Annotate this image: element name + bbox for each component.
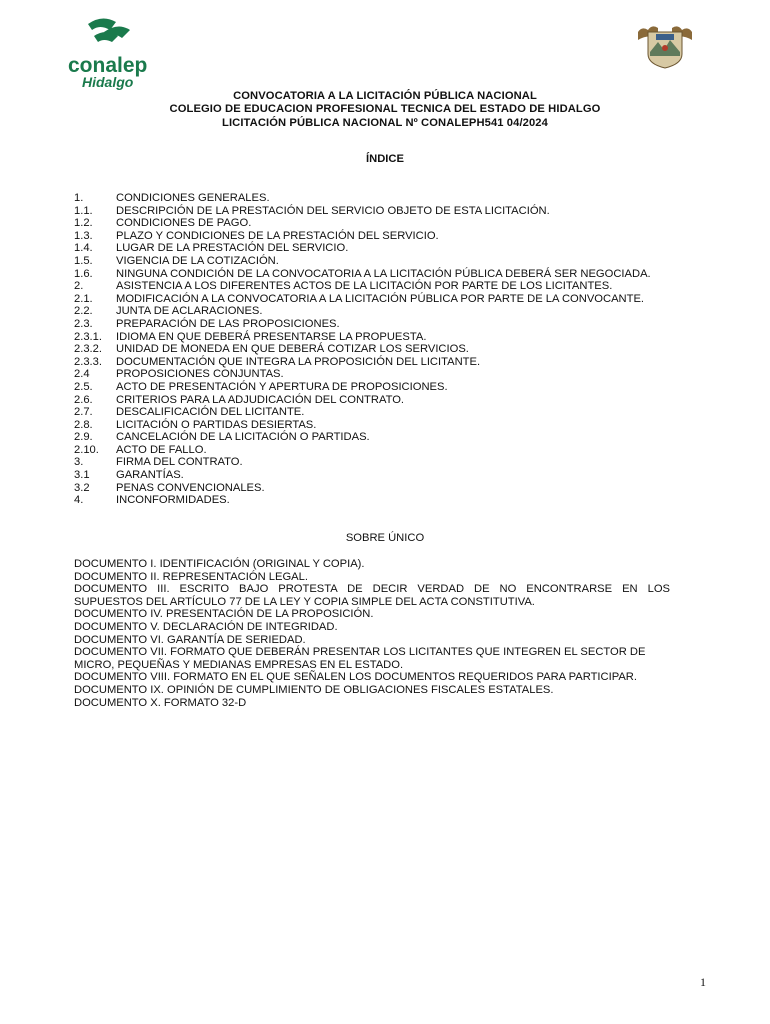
toc-item	[74, 368, 651, 381]
toc-number: 1.4.	[74, 242, 93, 255]
document-item: DOCUMENTO VI. GARANTÍA DE SERIEDAD.	[74, 633, 306, 646]
toc-number: 1.2.	[74, 217, 93, 230]
toc-number: 2.9.	[74, 431, 93, 444]
toc-number: 2.2.	[74, 305, 93, 318]
header-line-2: COLEGIO DE EDUCACION PROFESIONAL TECNICA DEL ESTADO DE HIDALGO	[169, 103, 601, 116]
document-item: DOCUMENTO IV. PRESENTACIÓN DE LA PROPOSICIÓN.	[74, 608, 374, 621]
toc-item	[74, 280, 651, 293]
toc-item	[74, 494, 651, 507]
document-item: DOCUMENTO II. REPRESENTACIÓN LEGAL.	[74, 570, 308, 583]
document-item: DOCUMENTO I. IDENTIFICACIÓN (ORIGINAL Y COPIA).	[74, 558, 365, 570]
toc-item	[74, 305, 651, 318]
toc-item	[74, 456, 651, 469]
toc-text: IDIOMA EN QUE DEBERÁ PRESENTARSE LA PROPUESTA.	[116, 330, 427, 343]
toc-text: ASISTENCIA A LOS DIFERENTES ACTOS DE LA LICITACIÓN POR PARTE DE LOS LICITANTES.	[116, 280, 613, 293]
conalep-hidalgo-logo	[66, 10, 166, 90]
toc-item	[74, 230, 651, 243]
toc-number: 2.3.	[74, 317, 93, 330]
toc-number: 1.	[74, 192, 84, 204]
toc-text: DESCRIPCIÓN DE LA PRESTACIÓN DEL SERVICIO OBJETO DE ESTA LICITACIÓN.	[116, 204, 550, 217]
svg-text:Hidalgo: Hidalgo	[82, 74, 134, 90]
toc-text: ACTO DE FALLO.	[116, 443, 207, 456]
toc-number: 4.	[74, 494, 84, 507]
toc-text: GARANTÍAS.	[116, 469, 184, 482]
toc-text: VIGENCIA DE LA COTIZACIÓN.	[116, 254, 279, 267]
toc-item	[74, 419, 651, 432]
header-line-1: CONVOCATORIA A LA LICITACIÓN PÚBLICA NACIONAL	[233, 90, 537, 102]
toc-number: 2.1.	[74, 292, 93, 305]
toc-text: LICITACIÓN O PARTIDAS DESIERTAS.	[116, 418, 317, 431]
toc-number: 2.3.1.	[74, 330, 102, 343]
toc-item	[74, 406, 651, 419]
document-item: DOCUMENTO V. DECLARACIÓN DE INTEGRIDAD.	[74, 620, 338, 633]
document-list	[74, 558, 670, 709]
toc-number: 2.3.3.	[74, 355, 102, 368]
toc-number: 2.	[74, 280, 84, 293]
toc-item	[74, 268, 651, 281]
toc-text: NINGUNA CONDICIÓN DE LA CONVOCATORIA A LA LICITACIÓN PÚBLICA DEBERÁ SER NEGOCIADA.	[116, 267, 651, 280]
toc-text: DESCALIFICACIÓN DEL LICITANTE.	[116, 406, 305, 419]
toc-text: PROPOSICIONES CONJUNTAS.	[116, 368, 284, 381]
toc-item	[74, 469, 651, 482]
index-title: ÍNDICE	[366, 153, 404, 165]
toc-number: 1.3.	[74, 229, 93, 242]
toc-text: FIRMA DEL CONTRATO.	[116, 456, 243, 469]
toc-text: LUGAR DE LA PRESTACIÓN DEL SERVICIO.	[116, 242, 349, 255]
toc-item	[74, 293, 651, 306]
toc-text: PREPARACIÓN DE LAS PROPOSICIONES.	[116, 317, 340, 330]
toc-number: 2.8.	[74, 418, 93, 431]
document-item: DOCUMENTO X. FORMATO 32-D	[74, 696, 247, 709]
table-of-contents	[74, 192, 651, 507]
toc-text: ACTO DE PRESENTACIÓN Y APERTURA DE PROPOSICIONES.	[116, 380, 448, 393]
toc-text: PENAS CONVENCIONALES.	[116, 481, 265, 494]
document-item: SUPUESTOS DEL ARTÍCULO 77 DE LA LEY Y COPIA SIMPLE DEL ACTA CONSTITUTIVA.	[74, 595, 535, 608]
toc-item	[74, 192, 651, 205]
toc-item	[74, 381, 651, 394]
toc-number: 2.5.	[74, 380, 93, 393]
hidalgo-state-seal	[632, 22, 698, 84]
toc-item	[74, 205, 651, 218]
toc-text: MODIFICACIÓN A LA CONVOCATORIA A LA LICITACIÓN PÚBLICA POR PARTE DE LA CONVOCANTE.	[116, 292, 645, 305]
document-item: DOCUMENTO III. ESCRITO BAJO PROTESTA DE DECIR VERDAD DE NO ENCONTRARSE EN LOS	[74, 583, 670, 596]
toc-item	[74, 217, 651, 230]
toc-text: CONDICIONES GENERALES.	[116, 192, 270, 204]
toc-number: 2.4	[74, 368, 90, 381]
toc-text: CONDICIONES DE PAGO.	[116, 217, 252, 230]
document-item: DOCUMENTO VIII. FORMATO EN EL QUE SEÑALEN LOS DOCUMENTOS REQUERIDOS PARA PARTICIPAR.	[74, 671, 637, 684]
svg-text:conalep: conalep	[68, 54, 148, 77]
toc-text: UNIDAD DE MONEDA EN QUE DEBERÁ COTIZAR LOS SERVICIOS.	[116, 343, 469, 356]
document-item: DOCUMENTO VII. FORMATO QUE DEBERÁN PRESENTAR LOS LICITANTES QUE INTEGREN EL SECTOR DE	[74, 646, 646, 659]
toc-number: 2.3.2.	[74, 343, 102, 356]
toc-number: 3.	[74, 456, 84, 469]
toc-text: CRITERIOS PARA LA ADJUDICACIÓN DEL CONTRATO.	[116, 393, 405, 406]
document-header	[0, 90, 770, 130]
toc-text: PLAZO Y CONDICIONES DE LA PRESTACIÓN DEL SERVICIO.	[116, 229, 439, 242]
toc-text: INCONFORMIDADES.	[116, 494, 230, 507]
toc-number: 1.5.	[74, 254, 93, 267]
toc-item	[74, 444, 651, 457]
toc-number: 1.1.	[74, 204, 93, 217]
header-line-3: LICITACIÓN PÚBLICA NACIONAL Nº CONALEPH541 04/2024	[222, 116, 548, 129]
toc-item	[74, 318, 651, 331]
toc-number: 3.2	[74, 481, 90, 494]
toc-item	[74, 394, 651, 407]
toc-item	[74, 356, 651, 369]
toc-item	[74, 242, 651, 255]
toc-item	[74, 343, 651, 356]
toc-number: 2.6.	[74, 393, 93, 406]
toc-item	[74, 331, 651, 344]
toc-number: 2.7.	[74, 406, 93, 419]
toc-number: 2.10.	[74, 443, 99, 456]
toc-text: JUNTA DE ACLARACIONES.	[116, 305, 263, 318]
toc-text: CANCELACIÓN DE LA LICITACIÓN O PARTIDAS.	[116, 431, 370, 444]
toc-item	[74, 431, 651, 444]
sobre-unico-title: SOBRE ÚNICO	[345, 532, 425, 544]
document-item: DOCUMENTO IX. OPINIÓN DE CUMPLIMIENTO DE OBLIGACIONES FISCALES ESTATALES.	[74, 683, 554, 696]
toc-number: 1.6.	[74, 267, 93, 280]
document-item: MICRO, PEQUEÑAS Y MEDIANAS EMPRESAS EN EL ESTADO.	[74, 658, 404, 671]
toc-item	[74, 482, 651, 495]
toc-item	[74, 255, 651, 268]
page-number: 1	[700, 975, 706, 989]
toc-number: 3.1	[74, 469, 90, 482]
toc-text: DOCUMENTACIÓN QUE INTEGRA LA PROPOSICIÓN DEL LICITANTE.	[116, 355, 481, 368]
